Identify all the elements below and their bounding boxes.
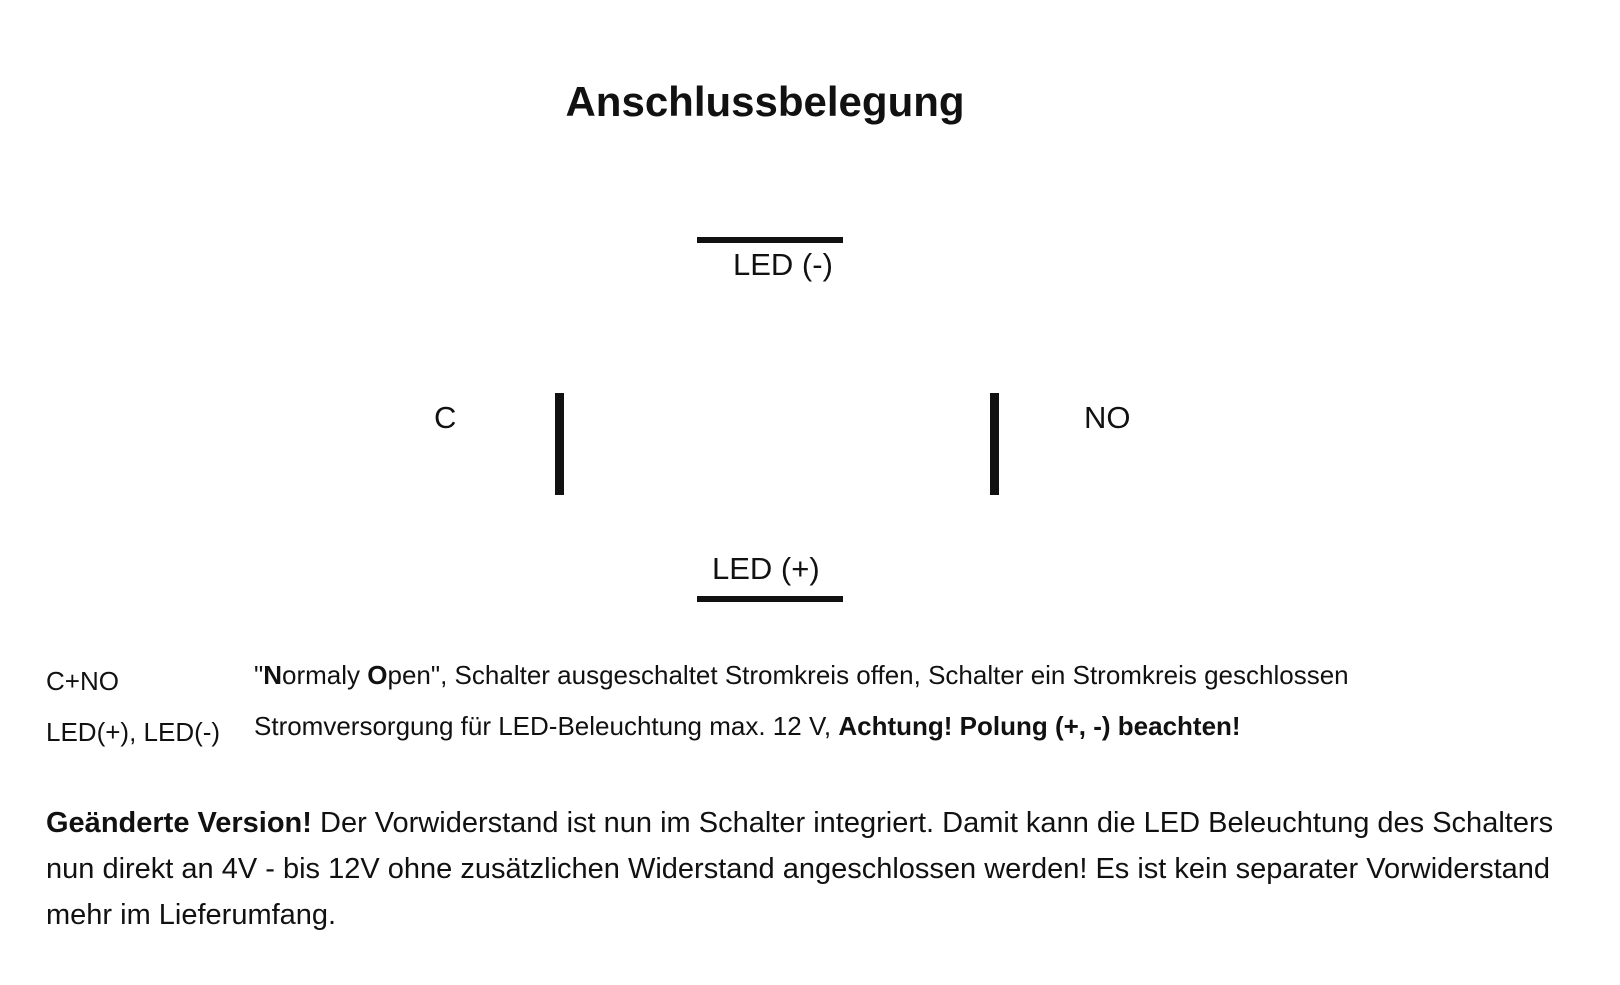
version-note [46,800,1576,938]
led-plus-label: LED (+) [712,551,820,586]
led-minus-terminal [697,237,843,243]
legend-description: "Normaly Open", Schalter ausgeschaltet Stromkreis offen, Schalter ein Stromkreis geschlossen [254,660,1349,690]
no-label: NO [1084,400,1131,435]
legend-description: Stromversorgung für LED-Beleuchtung max. 12 V, Achtung! Polung (+, -) beachten! [254,711,1241,741]
led-minus-label: LED (-) [733,247,833,282]
note-text: Der Vorwiderstand ist nun im Schalter integriert. Damit kann die LED Beleuchtung des Schalters nun direkt an 4V - bis 12V ohne zusätzlichen Widerstand angeschlossen werden! Es ist kein separater Vorwiderstand mehr im Lieferumfang. [46,807,1554,931]
led-plus-terminal [697,596,843,602]
page-title: Anschlussbelegung [565,78,965,125]
c-terminal [555,393,564,495]
legend-key: C+NO [46,666,119,696]
c-label: C [434,400,457,435]
note-highlight: Geänderte Version! [46,807,312,839]
legend-key: LED(+), LED(-) [46,717,221,747]
no-terminal [990,393,999,495]
